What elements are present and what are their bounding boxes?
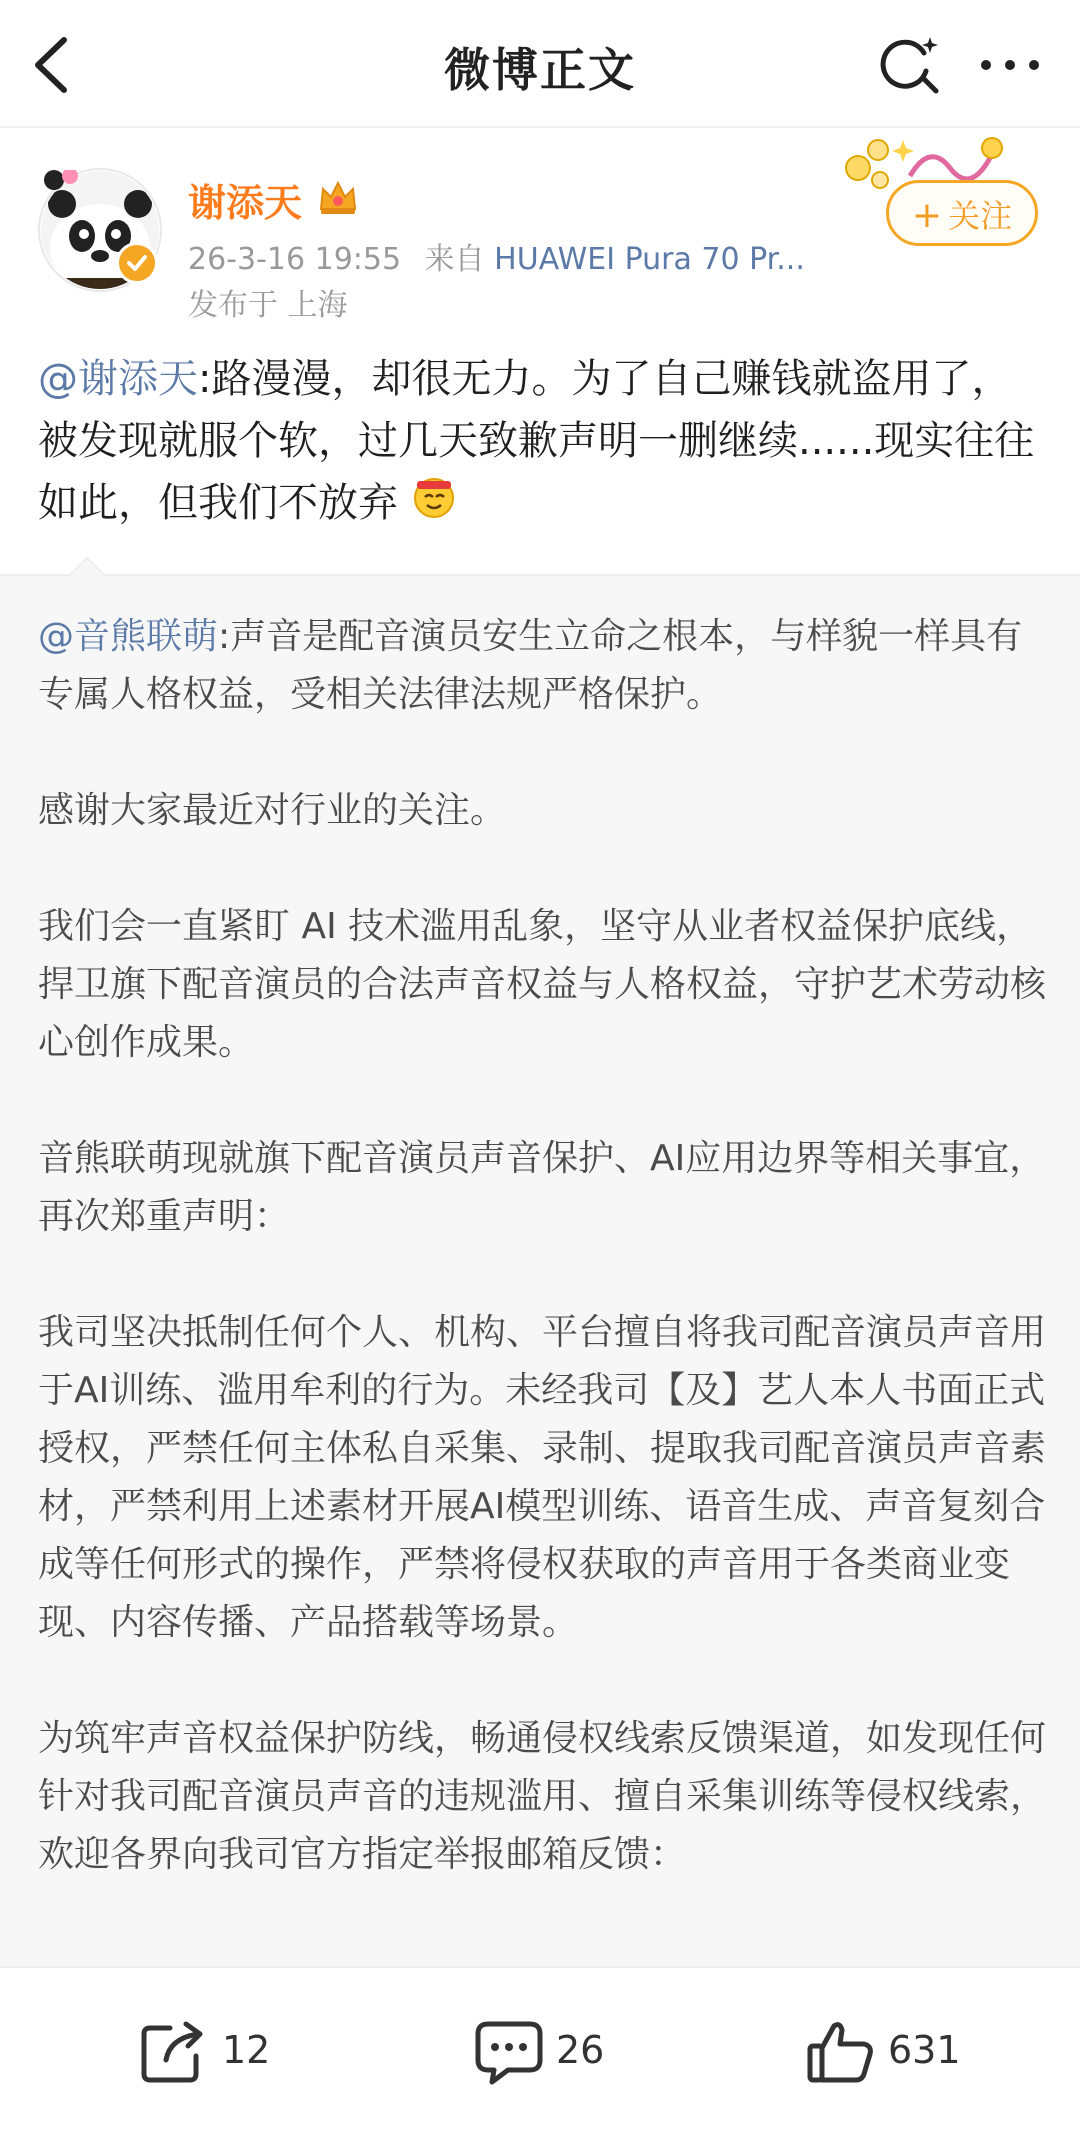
quoted-mention[interactable]: @音熊联萌: [38, 616, 219, 657]
author-header: [0, 128, 1080, 338]
plus-icon: +: [911, 195, 943, 236]
author-name-row: [188, 172, 359, 228]
quoted-paragraph: 为筑牢声音权益保护防线，畅通侵权线索反馈渠道，如发现任何针对我司配音演员声音的违规滥用、擅自采集训练等侵权线索，欢迎各界向我司官方指定举报邮箱反馈：: [38, 1718, 1047, 1875]
top-nav: [0, 0, 1080, 128]
emoji-icon: [411, 473, 457, 537]
author-name[interactable]: 谢添天: [188, 181, 303, 225]
quoted-paragraph: 我们会一直紧盯 AI 技术滥用乱象，坚守从业者权益保护底线，捍卫旗下配音演员的合法声音权益与人格权益，守护艺术劳动核心创作成果。: [38, 906, 1047, 1063]
comment-count: 26: [556, 2028, 605, 2072]
repost-count: 12: [222, 2028, 271, 2072]
search-icon[interactable]: [878, 33, 942, 97]
post-source[interactable]: HUAWEI Pura 70 Pr...: [494, 242, 805, 277]
follow-label: 关注: [948, 197, 1013, 235]
quoted-paragraph: 感谢大家最近对行业的关注。: [38, 790, 507, 831]
repost-mention[interactable]: @谢添天: [38, 356, 198, 402]
quoted-first-line: :声音是配音演员安生立命之根本，与样貌一样具有专属人格权益，受相关法律法规严格保护。: [38, 616, 1023, 715]
verified-badge-icon: [116, 242, 158, 284]
quote-notch: [69, 557, 106, 594]
quoted-paragraph: [38, 608, 1048, 724]
follow-button[interactable]: [886, 180, 1038, 246]
post-meta: [188, 234, 805, 278]
quoted-paragraph: 音熊联萌现就旗下配音演员声音保护、AI应用边界等相关事宜，再次郑重声明：: [38, 1138, 1046, 1237]
post-location: 发布于 上海: [188, 288, 348, 323]
quoted-post[interactable]: [0, 574, 1080, 1968]
more-icon[interactable]: [978, 52, 1042, 78]
quoted-paragraph: 我司坚决抵制任何个人、机构、平台擅自将我司配音演员声音用于AI训练、滥用牟利的行为。未经我司【及】艺人本人书面正式授权，严禁任何主体私自采集、录制、提取我司配音演员声音素材，严禁利用上述素材开展AI模型训练、语音生成、声音复刻合成等任何形式的操作，严禁将侵权获取的声音用于各类商业变现、内容传播、产品搭载等场景。: [38, 1312, 1047, 1643]
repost-body: :路漫漫，却很无力。为了自己赚钱就盗用了，被发现就服个软，过几天致歉声明一删继续......现实往往如此，但我们不放弃: [38, 356, 1035, 526]
post-timestamp: 26-3-16 19:55: [188, 242, 402, 277]
quoted-text: [38, 608, 1048, 1884]
like-count: 631: [888, 2028, 961, 2072]
source-prefix: 来自: [424, 242, 485, 277]
action-bar: [0, 1966, 1080, 2137]
page-title: 微博正文: [444, 43, 636, 97]
crown-icon: [317, 179, 359, 221]
repost-text: [38, 348, 1042, 537]
